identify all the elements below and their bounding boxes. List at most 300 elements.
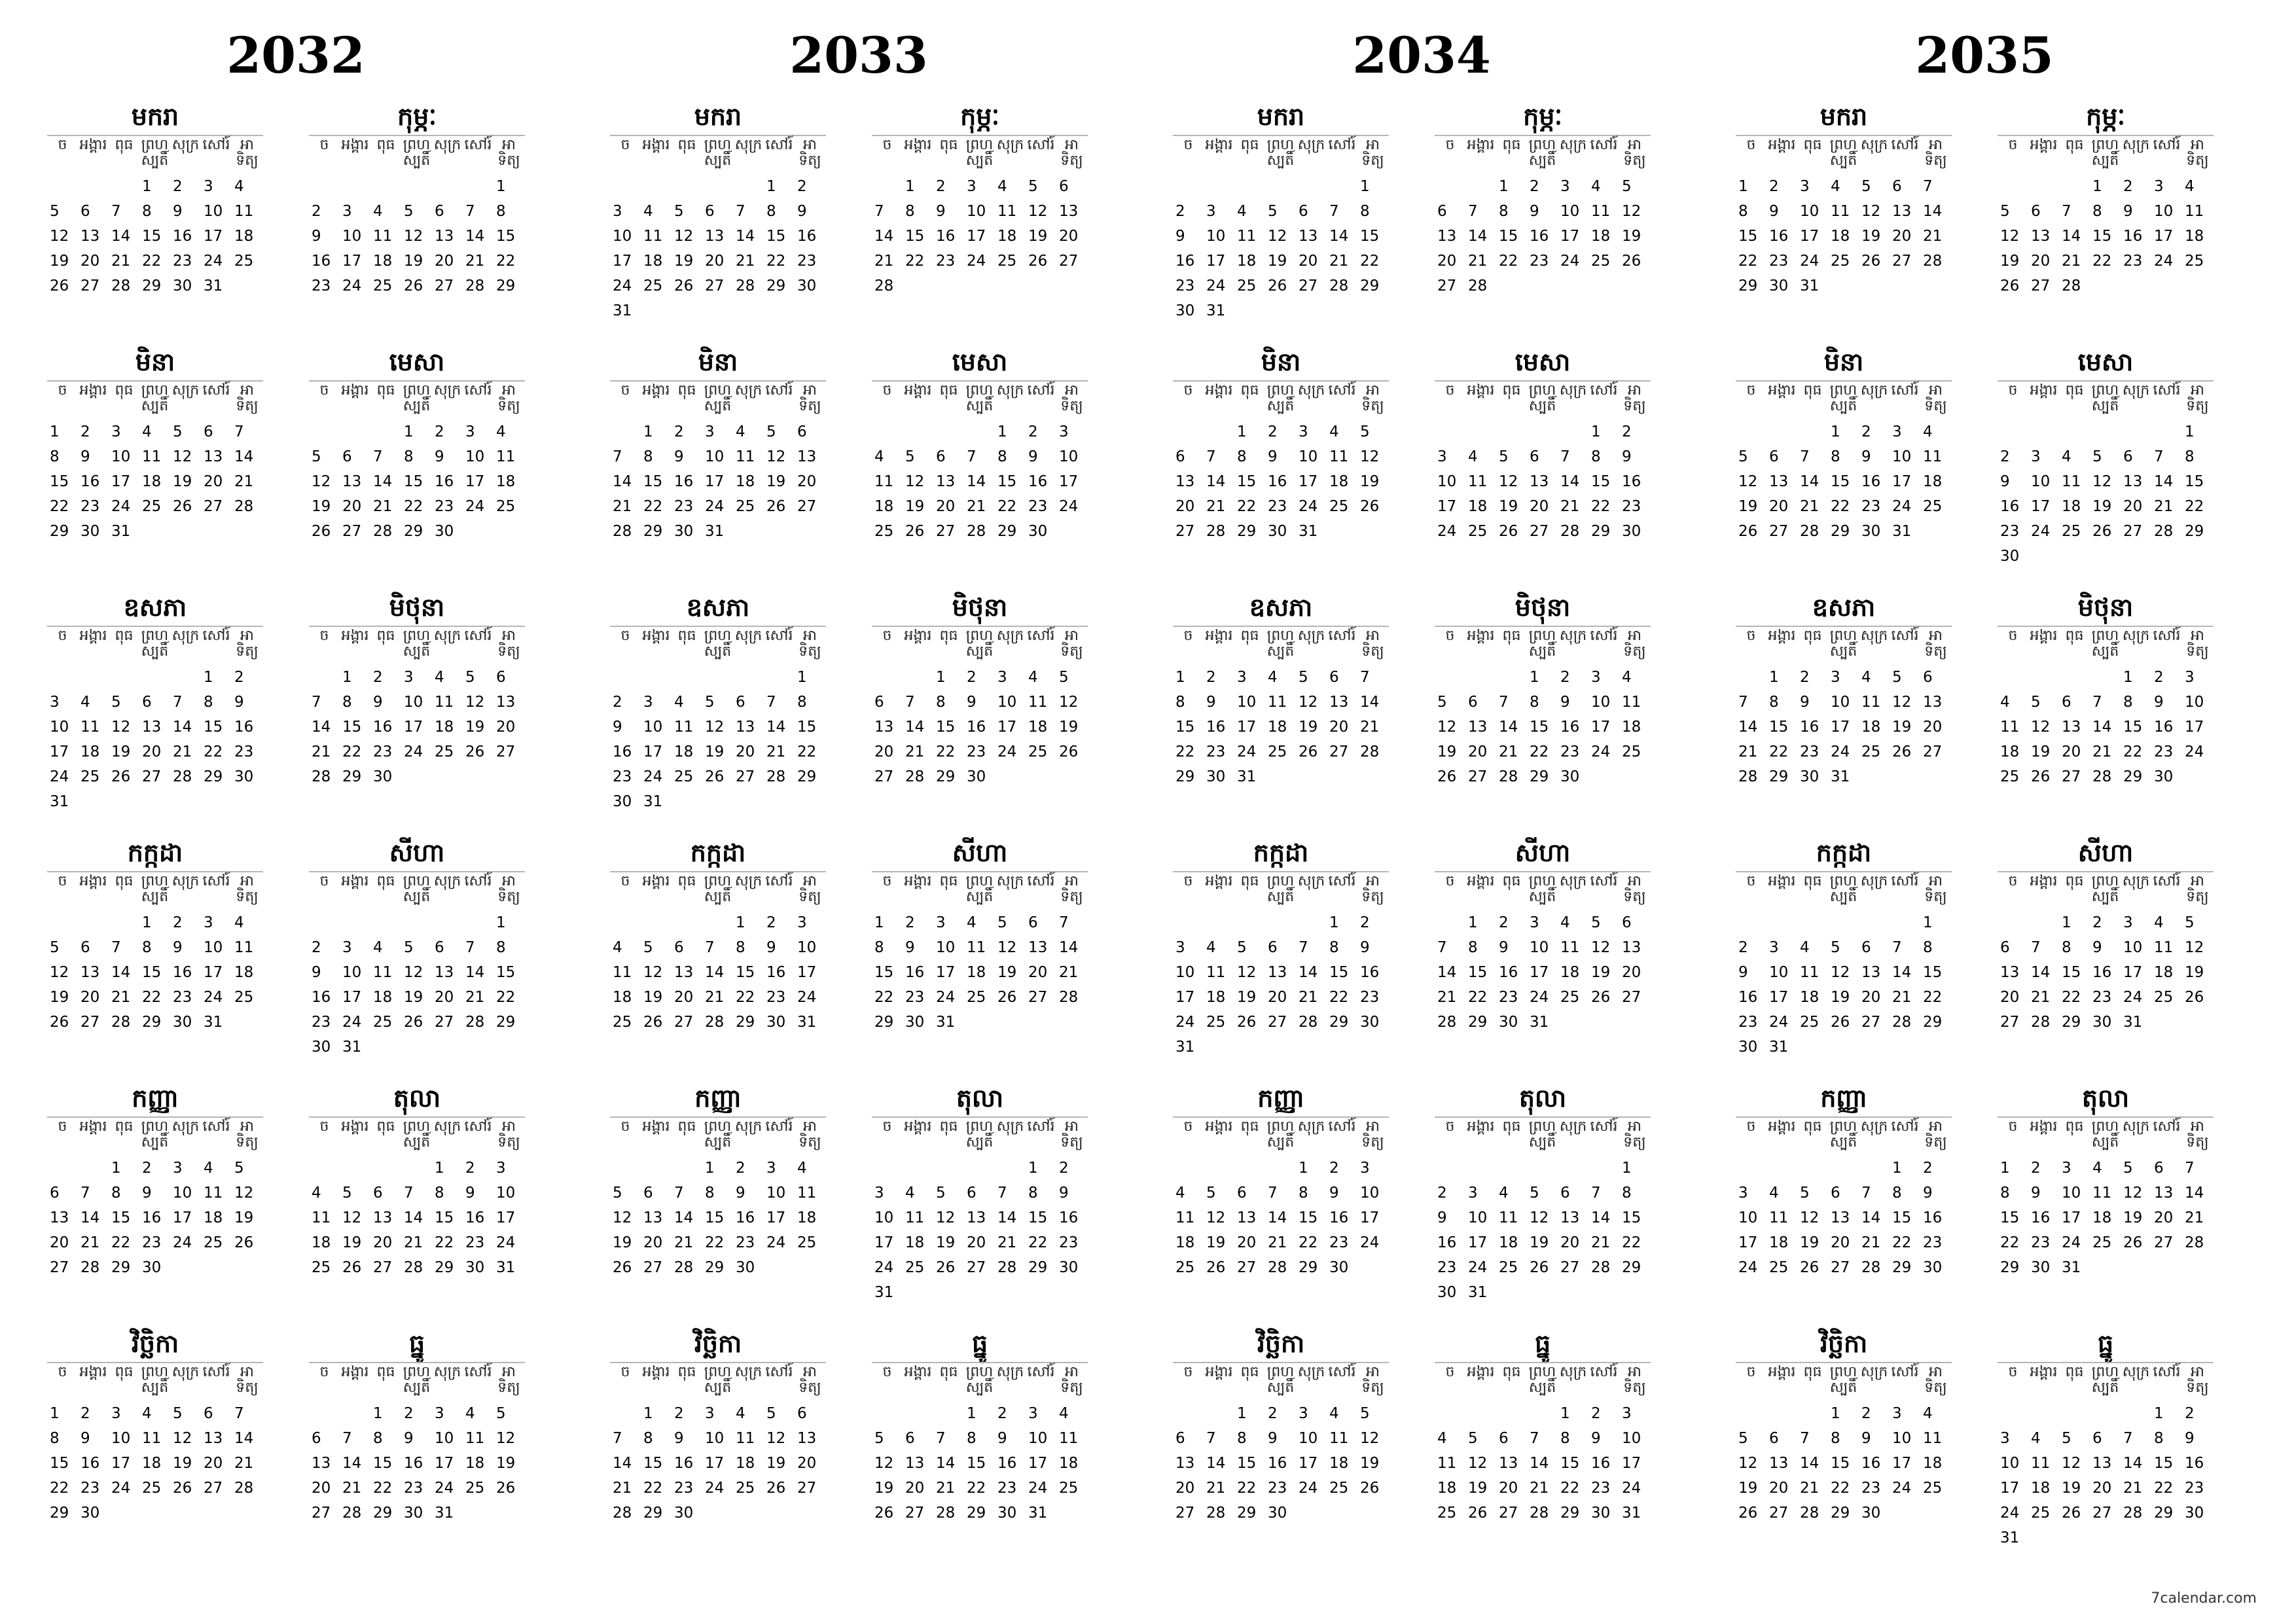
weekday-label: ព្រហស្បតិ៍: [141, 628, 169, 660]
month-name: មេសា: [389, 348, 445, 376]
day-cell: 13: [2123, 473, 2143, 490]
day-cell: 5: [936, 1185, 946, 1202]
day-cell: 8: [643, 448, 653, 465]
day-cell: 8: [797, 694, 807, 711]
weekday-label: ពុធ: [376, 382, 395, 399]
day-cell: 28: [705, 1014, 725, 1031]
day-cell: 24: [936, 989, 956, 1006]
day-cell: 26: [312, 523, 331, 540]
day-cell: 29: [643, 1505, 663, 1522]
day-cell: 16: [1923, 1209, 1943, 1226]
day-cell: 12: [111, 719, 131, 736]
day-cell: 30: [173, 277, 192, 294]
day-cell: 1: [1530, 669, 1539, 686]
weekday-label: អាទិត្យ: [497, 137, 520, 169]
day-cell: 1: [643, 423, 653, 440]
year-block-2034: [1173, 0, 1670, 1584]
weekday-label: សៅរ៍: [1590, 1364, 1618, 1380]
day-cell: 4: [1560, 914, 1570, 931]
day-cell: 4: [142, 1405, 152, 1422]
weekday-label: សុក្រ: [1297, 873, 1325, 889]
day-cell: 6: [797, 423, 807, 440]
day-cell: 9: [465, 1185, 475, 1202]
day-cell: 24: [2185, 743, 2204, 760]
day-cell: 14: [2062, 228, 2081, 245]
day-cell: 30: [404, 1505, 423, 1522]
day-cell: 10: [465, 448, 485, 465]
day-cell: 19: [1468, 1480, 1488, 1497]
day-cell: 24: [705, 498, 725, 515]
weekday-label: ពុធ: [2065, 1364, 2084, 1380]
day-cell: 24: [1028, 1480, 1048, 1497]
month-block: [47, 98, 263, 334]
day-cell: 29: [342, 768, 362, 785]
day-cell: 11: [1329, 1430, 1349, 1447]
day-cell: 8: [2092, 203, 2102, 220]
day-cell: 5: [1206, 1185, 1216, 1202]
day-cell: 14: [1560, 473, 1580, 490]
day-cell: 22: [111, 1234, 131, 1251]
day-cell: 24: [342, 1014, 362, 1031]
weekday-label: សៅរ៍: [1891, 1118, 1919, 1135]
day-cell: 14: [1923, 203, 1943, 220]
day-cell: 9: [1560, 694, 1570, 711]
month-divider: [610, 1116, 826, 1118]
day-cell: 6: [936, 448, 946, 465]
weekday-label: អាទិត្យ: [1060, 137, 1083, 169]
day-cell: 19: [404, 989, 423, 1006]
day-cell: 9: [1175, 228, 1185, 245]
day-cell: 13: [1175, 1455, 1195, 1472]
weekday-label: សៅរ៍: [1027, 1118, 1055, 1135]
day-cell: 18: [1622, 719, 1641, 736]
day-cell: 25: [1237, 277, 1257, 294]
day-cell: 21: [111, 253, 131, 270]
day-cell: 6: [342, 448, 352, 465]
day-cell: 20: [705, 253, 725, 270]
day-cell: 12: [1360, 448, 1380, 465]
weekday-label: សុក្រ: [1297, 1118, 1325, 1135]
day-cell: 18: [1028, 719, 1048, 736]
day-cell: 8: [1175, 694, 1185, 711]
day-cell: 6: [2031, 203, 2041, 220]
day-cell: 19: [766, 473, 786, 490]
day-cell: 23: [312, 277, 331, 294]
day-cell: 2: [967, 669, 977, 686]
month-divider: [47, 1362, 263, 1363]
day-cell: 16: [2185, 1455, 2204, 1472]
weekday-label: សុក្រ: [996, 628, 1024, 644]
day-cell: 27: [1468, 768, 1488, 785]
day-cell: 28: [2123, 1505, 2143, 1522]
day-cell: 12: [1738, 473, 1758, 490]
month-block: [1998, 98, 2214, 334]
day-cell: 12: [312, 473, 331, 490]
day-cell: 18: [2031, 1480, 2051, 1497]
day-cell: 4: [2000, 694, 2010, 711]
day-cell: 30: [1591, 1505, 1611, 1522]
day-cell: 10: [1831, 694, 1850, 711]
day-cell: 13: [1299, 228, 1318, 245]
weekday-label: សៅរ៍: [1590, 382, 1618, 399]
weekday-label: ព្រហស្បតិ៍: [1266, 382, 1295, 414]
day-cell: 18: [1923, 1455, 1943, 1472]
day-cell: 26: [936, 1259, 956, 1276]
month-divider: [610, 135, 826, 136]
day-cell: 13: [2154, 1185, 2174, 1202]
day-cell: 30: [766, 1014, 786, 1031]
day-cell: 9: [2154, 694, 2164, 711]
day-cell: 2: [1622, 423, 1632, 440]
day-cell: 18: [1329, 473, 1349, 490]
weekday-label: សុក្រ: [734, 137, 762, 153]
weekday-label: អាទិត្យ: [2186, 1118, 2209, 1150]
day-cell: 2: [142, 1160, 152, 1177]
weekday-label: ពុធ: [1240, 628, 1259, 644]
day-cell: 24: [613, 277, 632, 294]
day-cell: 8: [50, 448, 60, 465]
day-cell: 13: [1923, 694, 1943, 711]
day-cell: 6: [2062, 694, 2072, 711]
day-cell: 17: [797, 964, 817, 981]
day-cell: 21: [2031, 989, 2051, 1006]
day-cell: 3: [2123, 914, 2133, 931]
day-cell: 8: [142, 203, 152, 220]
day-cell: 2: [674, 423, 684, 440]
weekday-label: សៅរ៍: [464, 382, 492, 399]
weekday-label: អាទិត្យ: [1060, 873, 1083, 905]
day-cell: 30: [1769, 277, 1789, 294]
weekday-label: ព្រហស្បតិ៍: [965, 1364, 994, 1396]
month-block: [610, 344, 826, 579]
weekday-label: ពុធ: [2065, 1118, 2084, 1135]
weekday-label: ព្រហស្បតិ៍: [2091, 382, 2119, 414]
day-cell: 29: [204, 768, 223, 785]
day-cell: 7: [967, 448, 977, 465]
day-cell: 10: [705, 448, 725, 465]
weekday-label: អង្គារ: [1768, 1364, 1796, 1380]
month-name: មិថុនា: [1515, 593, 1571, 622]
day-cell: 21: [2092, 743, 2112, 760]
day-cell: 2: [1028, 423, 1038, 440]
weekday-label: អាទិត្យ: [1623, 873, 1646, 905]
day-cell: 7: [312, 694, 321, 711]
day-cell: 11: [373, 228, 393, 245]
day-cell: 18: [2185, 228, 2204, 245]
day-cell: 18: [1861, 719, 1881, 736]
day-cell: 17: [1437, 498, 1457, 515]
day-cell: 21: [2185, 1209, 2204, 1226]
day-cell: 1: [50, 1405, 60, 1422]
day-cell: 15: [905, 228, 925, 245]
day-cell: 4: [1175, 1185, 1185, 1202]
day-cell: 4: [1769, 1185, 1779, 1202]
weekday-label: សុក្រ: [433, 137, 461, 153]
day-cell: 26: [2185, 989, 2204, 1006]
day-cell: 27: [2154, 1234, 2174, 1251]
weekday-label: សៅរ៍: [1891, 382, 1919, 399]
day-cell: 30: [173, 1014, 192, 1031]
day-cell: 29: [2123, 768, 2143, 785]
day-cell: 10: [1622, 1430, 1641, 1447]
weekday-label: ច: [2008, 1364, 2018, 1380]
month-divider: [1435, 1362, 1651, 1363]
day-cell: 2: [797, 178, 807, 195]
month-name: មិថុនា: [389, 593, 445, 622]
day-cell: 13: [2031, 228, 2051, 245]
day-cell: 26: [173, 498, 192, 515]
day-cell: 8: [1591, 448, 1601, 465]
day-cell: 25: [1206, 1014, 1226, 1031]
day-cell: 9: [1028, 448, 1038, 465]
day-cell: 28: [1591, 1259, 1611, 1276]
day-cell: 13: [1831, 1209, 1850, 1226]
day-cell: 27: [936, 523, 956, 540]
day-cell: 22: [936, 743, 956, 760]
month-block: [1998, 1325, 2214, 1561]
day-cell: 19: [2031, 743, 2051, 760]
day-cell: 31: [1769, 1039, 1789, 1056]
day-cell: 3: [1437, 448, 1447, 465]
day-cell: 9: [1530, 203, 1539, 220]
month-name: កុម្ភៈ: [1523, 102, 1562, 131]
weekday-label: ច: [1183, 382, 1193, 399]
day-cell: 31: [613, 302, 632, 319]
day-cell: 4: [905, 1185, 915, 1202]
weekday-label: សៅរ៍: [765, 873, 793, 889]
day-cell: 16: [2123, 228, 2143, 245]
day-cell: 25: [1437, 1505, 1457, 1522]
day-cell: 1: [1499, 178, 1509, 195]
day-cell: 2: [1499, 914, 1509, 931]
day-cell: 13: [705, 228, 725, 245]
day-cell: 25: [997, 253, 1017, 270]
month-block: [47, 344, 263, 579]
weekday-label: ច: [319, 382, 329, 399]
day-cell: 12: [1206, 1209, 1226, 1226]
day-cell: 22: [1028, 1234, 1048, 1251]
day-cell: 7: [1499, 694, 1509, 711]
month-divider: [872, 871, 1088, 872]
day-cell: 8: [142, 939, 152, 956]
day-cell: 16: [1329, 1209, 1349, 1226]
day-cell: 27: [1831, 1259, 1850, 1276]
day-cell: 30: [2092, 1014, 2112, 1031]
weekday-label: អាទិត្យ: [236, 1118, 259, 1150]
day-cell: 21: [613, 1480, 632, 1497]
day-cell: 10: [2154, 203, 2174, 220]
weekday-label: ច: [882, 628, 892, 644]
day-cell: 3: [1468, 1185, 1478, 1202]
day-cell: 13: [1861, 964, 1881, 981]
day-cell: 30: [1329, 1259, 1349, 1276]
month-name: តុលា: [1518, 1084, 1567, 1113]
day-cell: 4: [736, 423, 745, 440]
day-cell: 11: [905, 1209, 925, 1226]
weekday-label: ពុធ: [677, 628, 696, 644]
day-cell: 2: [404, 1405, 414, 1422]
weekday-label: អង្គារ: [642, 1364, 670, 1380]
day-cell: 6: [1437, 203, 1447, 220]
day-cell: 5: [2062, 1430, 2072, 1447]
day-cell: 10: [204, 939, 223, 956]
day-cell: 6: [1530, 448, 1539, 465]
day-cell: 16: [1861, 473, 1881, 490]
day-cell: 4: [1329, 1405, 1339, 1422]
day-cell: 13: [643, 1209, 663, 1226]
day-cell: 28: [312, 768, 331, 785]
weekday-label: អង្គារ: [1467, 137, 1495, 153]
weekday-label: អង្គារ: [1467, 1118, 1495, 1135]
day-cell: 14: [1861, 1209, 1881, 1226]
day-cell: 3: [2154, 178, 2164, 195]
year-title: 2035: [1915, 26, 2054, 84]
weekday-label: ច: [1445, 137, 1455, 153]
day-cell: 10: [435, 1430, 454, 1447]
day-cell: 1: [1560, 1405, 1570, 1422]
day-cell: 24: [342, 277, 362, 294]
day-cell: 22: [1329, 989, 1349, 1006]
day-cell: 23: [997, 1480, 1017, 1497]
day-cell: 19: [2185, 964, 2204, 981]
day-cell: 16: [234, 719, 254, 736]
weekday-label: សៅរ៍: [464, 873, 492, 889]
day-cell: 22: [50, 1480, 69, 1497]
day-cell: 12: [2185, 939, 2204, 956]
weekday-label: សៅរ៍: [1590, 1118, 1618, 1135]
day-cell: 24: [1560, 253, 1580, 270]
day-cell: 26: [2092, 523, 2112, 540]
day-cell: 8: [1360, 203, 1370, 220]
day-cell: 6: [2154, 1160, 2164, 1177]
day-cell: 25: [373, 1014, 393, 1031]
day-cell: 21: [766, 743, 786, 760]
day-cell: 8: [1499, 203, 1509, 220]
day-cell: 3: [2062, 1160, 2072, 1177]
day-cell: 23: [2000, 523, 2020, 540]
day-cell: 13: [1892, 203, 1912, 220]
day-cell: 26: [404, 277, 423, 294]
day-cell: 10: [1591, 694, 1611, 711]
day-cell: 21: [1059, 964, 1079, 981]
day-cell: 31: [2000, 1529, 2020, 1546]
day-cell: 28: [234, 1480, 254, 1497]
day-cell: 14: [674, 1209, 694, 1226]
day-cell: 21: [2123, 1480, 2143, 1497]
day-cell: 28: [2185, 1234, 2204, 1251]
weekday-label: ព្រហស្បតិ៍: [1266, 873, 1295, 905]
day-cell: 13: [1059, 203, 1079, 220]
day-cell: 23: [1530, 253, 1549, 270]
day-cell: 25: [1028, 743, 1048, 760]
day-cell: 29: [1560, 1505, 1580, 1522]
month-name: មិនា: [135, 348, 175, 376]
day-cell: 5: [111, 694, 121, 711]
day-cell: 11: [1861, 694, 1881, 711]
weekday-label: ព្រហស្បតិ៍: [1528, 628, 1556, 660]
day-cell: 2: [81, 423, 90, 440]
weekday-label: សៅរ៍: [1891, 628, 1919, 644]
day-cell: 28: [2092, 768, 2112, 785]
day-cell: 30: [1560, 768, 1580, 785]
day-cell: 29: [1622, 1259, 1641, 1276]
day-cell: 22: [1769, 743, 1789, 760]
day-cell: 1: [1237, 423, 1247, 440]
month-name: កញ្ញា: [132, 1084, 179, 1113]
day-cell: 25: [2031, 1505, 2051, 1522]
day-cell: 18: [496, 473, 516, 490]
day-cell: 24: [2031, 523, 2051, 540]
day-cell: 12: [905, 473, 925, 490]
day-cell: 22: [496, 989, 516, 1006]
day-cell: 4: [81, 694, 90, 711]
day-cell: 14: [312, 719, 331, 736]
day-cell: 6: [1237, 1185, 1247, 1202]
weekday-label: ច: [1746, 1364, 1756, 1380]
weekday-label: អាទិត្យ: [1623, 137, 1646, 169]
day-cell: 6: [1769, 1430, 1779, 1447]
day-cell: 25: [1769, 1259, 1789, 1276]
weekday-label: ច: [882, 1364, 892, 1380]
day-cell: 21: [1530, 1480, 1549, 1497]
day-cell: 1: [643, 1405, 653, 1422]
weekday-label: ពុធ: [677, 382, 696, 399]
day-cell: 19: [1028, 228, 1048, 245]
day-cell: 20: [1831, 1234, 1850, 1251]
day-cell: 16: [674, 473, 694, 490]
day-cell: 22: [905, 253, 925, 270]
weekday-label: ព្រហស្បតិ៍: [965, 873, 994, 905]
day-cell: 5: [173, 423, 183, 440]
day-cell: 3: [1831, 669, 1840, 686]
day-cell: 23: [1622, 498, 1641, 515]
day-cell: 31: [50, 793, 69, 810]
day-cell: 30: [435, 523, 454, 540]
day-cell: 1: [936, 669, 946, 686]
day-cell: 23: [81, 1480, 100, 1497]
day-cell: 11: [1468, 473, 1488, 490]
day-cell: 29: [1923, 1014, 1943, 1031]
month-divider: [1173, 626, 1389, 627]
day-cell: 8: [1530, 694, 1539, 711]
day-cell: 27: [2000, 1014, 2020, 1031]
day-cell: 8: [2185, 448, 2195, 465]
day-cell: 4: [674, 694, 684, 711]
day-cell: 23: [173, 989, 192, 1006]
day-cell: 12: [705, 719, 725, 736]
month-block: [610, 1325, 826, 1561]
day-cell: 8: [1892, 1185, 1902, 1202]
day-cell: 29: [1530, 768, 1549, 785]
day-cell: 27: [797, 498, 817, 515]
day-cell: 8: [967, 1430, 977, 1447]
day-cell: 21: [234, 473, 254, 490]
day-cell: 30: [1360, 1014, 1380, 1031]
day-cell: 24: [1530, 989, 1549, 1006]
day-cell: 20: [797, 1455, 817, 1472]
day-cell: 14: [1206, 473, 1226, 490]
month-block: [47, 1325, 263, 1561]
day-cell: 20: [1329, 719, 1349, 736]
day-cell: 9: [766, 939, 776, 956]
day-cell: 14: [2154, 473, 2174, 490]
day-cell: 10: [1059, 448, 1079, 465]
day-cell: 5: [1059, 669, 1069, 686]
year-title: 2034: [1352, 26, 1491, 84]
day-cell: 12: [936, 1209, 956, 1226]
day-cell: 20: [204, 473, 223, 490]
day-cell: 11: [204, 1185, 223, 1202]
